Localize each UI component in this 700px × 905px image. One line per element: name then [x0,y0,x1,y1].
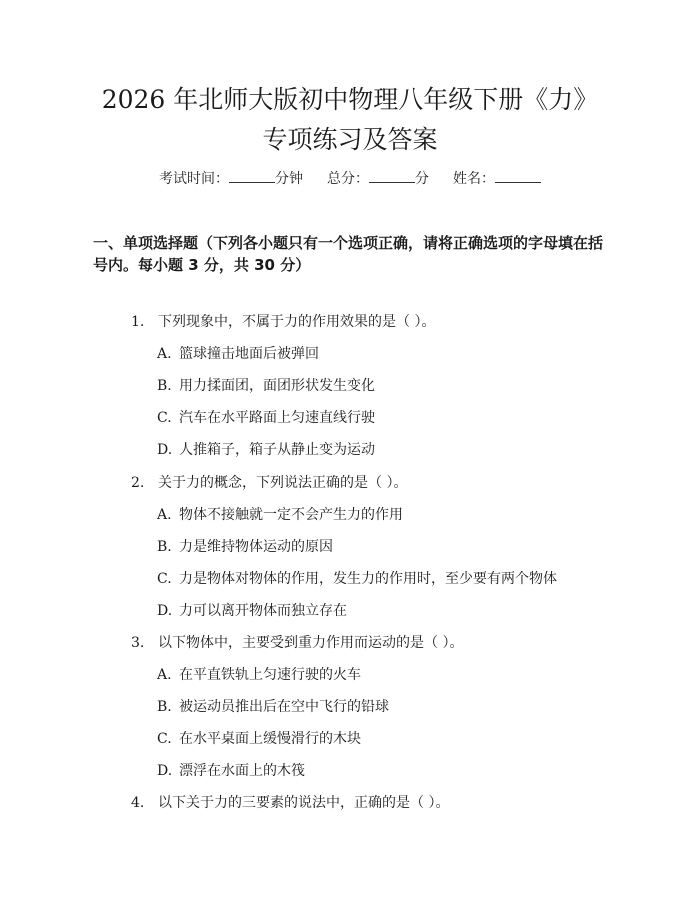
option-letter: B. [157,539,172,555]
question-3-option-b[interactable] [157,696,389,716]
document-title-line-2: 专项练习及答案 [262,125,438,154]
question-number: 2. [131,475,145,491]
option-letter: A. [157,667,172,683]
name-blank[interactable] [495,170,541,183]
question-4 [131,792,449,812]
question-1 [131,311,435,331]
question-1-option-c[interactable] [157,407,375,427]
option-letter: B. [157,378,172,394]
question-2 [131,472,407,492]
option-letter: D. [157,763,173,779]
question-1-option-a[interactable] [157,343,319,363]
option-text: 在平直铁轨上匀速行驶的火车 [179,667,361,683]
document-title-line-1: 2026 年北师大版初中物理八年级下册《力》 [101,85,599,114]
exam-meta-line [0,168,700,188]
question-1-option-b[interactable] [157,375,375,395]
question-2-option-c[interactable] [157,568,557,588]
option-letter: C. [157,731,172,747]
question-number: 1. [131,314,145,330]
exam-time-unit: 分钟 [275,171,303,187]
option-text: 用力揉面团，面团形状发生变化 [179,378,375,394]
total-score-blank[interactable] [369,170,415,183]
question-2-option-d[interactable] [157,600,347,620]
option-letter: D. [157,442,173,458]
name-label: 姓名： [453,171,495,187]
option-text: 汽车在水平路面上匀速直线行驶 [179,410,375,426]
question-3-option-c[interactable] [157,728,361,748]
option-text: 力是物体对物体的作用，发生力的作用时，至少要有两个物体 [179,571,557,587]
exam-time-blank[interactable] [229,170,275,183]
exam-time-label: 考试时间： [159,171,229,187]
question-text: 以下关于力的三要素的说法中，正确的是（ ）。 [158,795,450,811]
option-letter: B. [157,699,172,715]
question-text: 以下物体中，主要受到重力作用而运动的是（ ）。 [158,635,464,651]
option-text: 漂浮在水面上的木筏 [179,763,305,779]
question-text: 关于力的概念，下列说法正确的是（ ）。 [158,475,408,491]
question-2-option-b[interactable] [157,536,333,556]
question-2-option-a[interactable] [157,504,403,524]
option-letter: A. [157,346,172,362]
option-text: 物体不接触就一定不会产生力的作用 [179,507,403,523]
option-text: 在水平桌面上缓慢滑行的木块 [179,731,361,747]
total-score-label: 总分： [327,171,369,187]
question-3-option-d[interactable] [157,760,305,780]
option-text: 篮球撞击地面后被弹回 [179,346,319,362]
section-heading-multiple-choice: 一、单项选择题（下列各小题只有一个选项正确，请将正确选项的字母填在括号内。每小题 3 分，共 30 分） [93,234,604,274]
option-letter: D. [157,603,173,619]
option-letter: A. [157,507,172,523]
question-text: 下列现象中，不属于力的作用效果的是（ ）。 [158,314,436,330]
option-text: 人推箱子，箱子从静止变为运动 [179,442,375,458]
question-number: 4. [131,795,145,811]
option-text: 被运动员推出后在空中飞行的铅球 [179,699,389,715]
question-1-option-d[interactable] [157,439,375,459]
total-score-unit: 分 [415,171,429,187]
option-text: 力是维持物体运动的原因 [179,539,333,555]
option-letter: C. [157,410,172,426]
option-letter: C. [157,571,172,587]
option-text: 力可以离开物体而独立存在 [179,603,347,619]
question-3 [131,632,463,652]
question-number: 3. [131,635,145,651]
question-3-option-a[interactable] [157,664,361,684]
